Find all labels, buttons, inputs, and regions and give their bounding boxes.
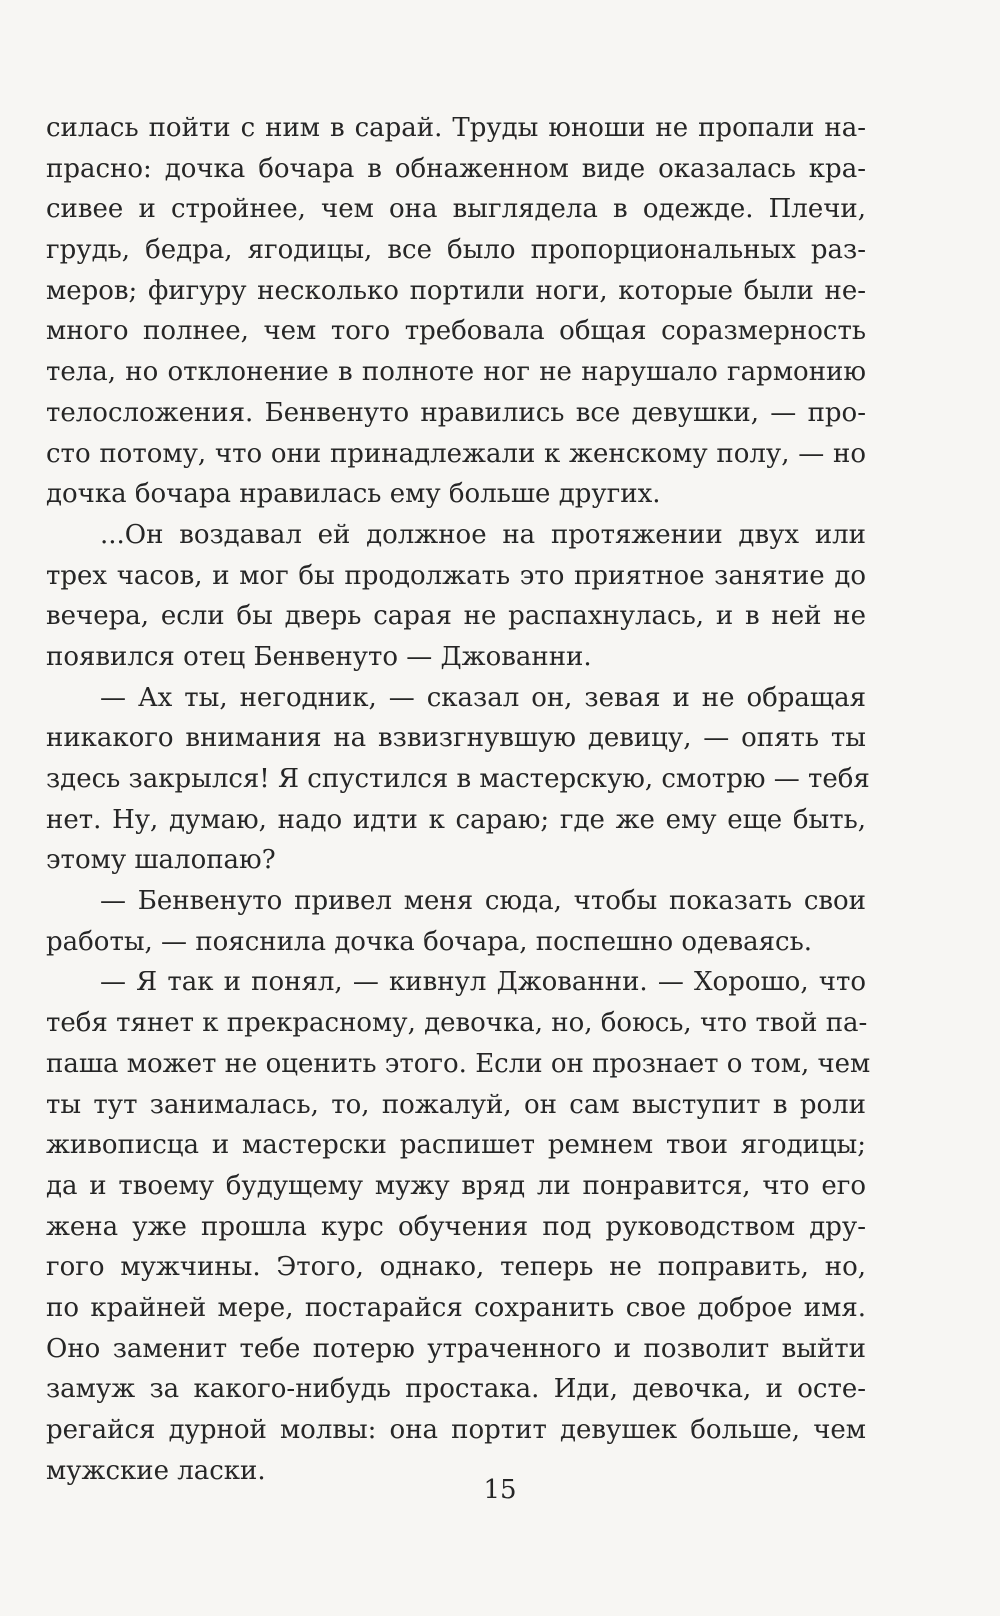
text-line: паша может не оценить этого. Если он прознает о том, чем (46, 1048, 871, 1079)
text-line: сивее и стройнее, чем она выглядела в одежде. Плечи, (46, 194, 866, 225)
page-number: 15 (483, 1475, 517, 1505)
text-line: ты тут занималась, то, пожалуй, он сам выступит в роли (46, 1089, 866, 1120)
text-line: вечера, если бы дверь сарая не распахнулась, и в ней не (46, 601, 866, 632)
text-line: появился отец Бенвенуто — Джованни. (46, 641, 592, 672)
text-line: тебя тянет к прекрасному, девочка, но, боюсь, что твой па- (46, 1008, 868, 1039)
text-line: силась пойти с ним в сарай. Труды юноши не пропали на- (46, 113, 866, 143)
text-line: гого мужчины. Этого, однако, теперь не поправить, но, (46, 1252, 866, 1283)
text-line: ...Он воздавал ей должное на протяжении двух или (100, 519, 866, 550)
text-line: живописца и мастерски распишет ремнем твои ягодицы; (46, 1130, 866, 1161)
text-line: замуж за какого-нибудь простака. Иди, девочка, и осте- (46, 1374, 866, 1405)
text-line: работы, — пояснила дочка бочара, поспешно одеваясь. (46, 926, 812, 957)
text-line: да и твоему будущему мужу вряд ли понравится, что его (46, 1170, 866, 1201)
text-line: телосложения. Бенвенуто нравились все девушки, — про- (46, 397, 866, 428)
text-line: грудь, бедра, ягодицы, все было пропорциональных раз- (46, 235, 866, 266)
text-line: по крайней мере, постарайся сохранить свое доброе имя. (46, 1292, 866, 1323)
text-line: жена уже прошла курс обучения под руководством дру- (46, 1211, 866, 1242)
body-text (46, 108, 871, 1491)
text-line: — Я так и понял, — кивнул Джованни. — Хорошо, что (100, 967, 866, 998)
text-line: — Ах ты, негодник, — сказал он, зевая и не обращая (100, 682, 866, 713)
text-line: Оно заменит тебе потерю утраченного и позволит выйти (46, 1333, 866, 1364)
text-line: мужские ласки. (46, 1455, 266, 1486)
text-line: тела, но отклонение в полноте ног не нарушало гармонию (46, 357, 866, 388)
text-line: дочка бочара нравилась ему больше других. (46, 479, 661, 510)
text-line: меров; фигуру несколько портили ноги, которые были не- (46, 275, 866, 306)
text-line: регайся дурной молвы: она портит девушек больше, чем (46, 1415, 866, 1445)
text-line: — Бенвенуто привел меня сюда, чтобы показать свои (100, 886, 866, 917)
text-line: прасно: дочка бочара в обнаженном виде оказалась кра- (46, 153, 866, 184)
text-line: никакого внимания на взвизгнувшую девицу, — опять ты (46, 723, 866, 754)
text-line: этому шалопаю? (46, 845, 276, 876)
text-line: трех часов, и мог бы продолжать это приятное занятие до (46, 560, 866, 591)
text-line: здесь закрылся! Я спустился в мастерскую, смотрю — тебя (46, 764, 870, 794)
text-line: сто потому, что они принадлежали к женскому полу, — но (46, 438, 866, 469)
text-line: нет. Ну, думаю, надо идти к сараю; где же ему еще быть, (46, 804, 866, 835)
text-line: много полнее, чем того требовала общая соразмерность (46, 316, 866, 347)
